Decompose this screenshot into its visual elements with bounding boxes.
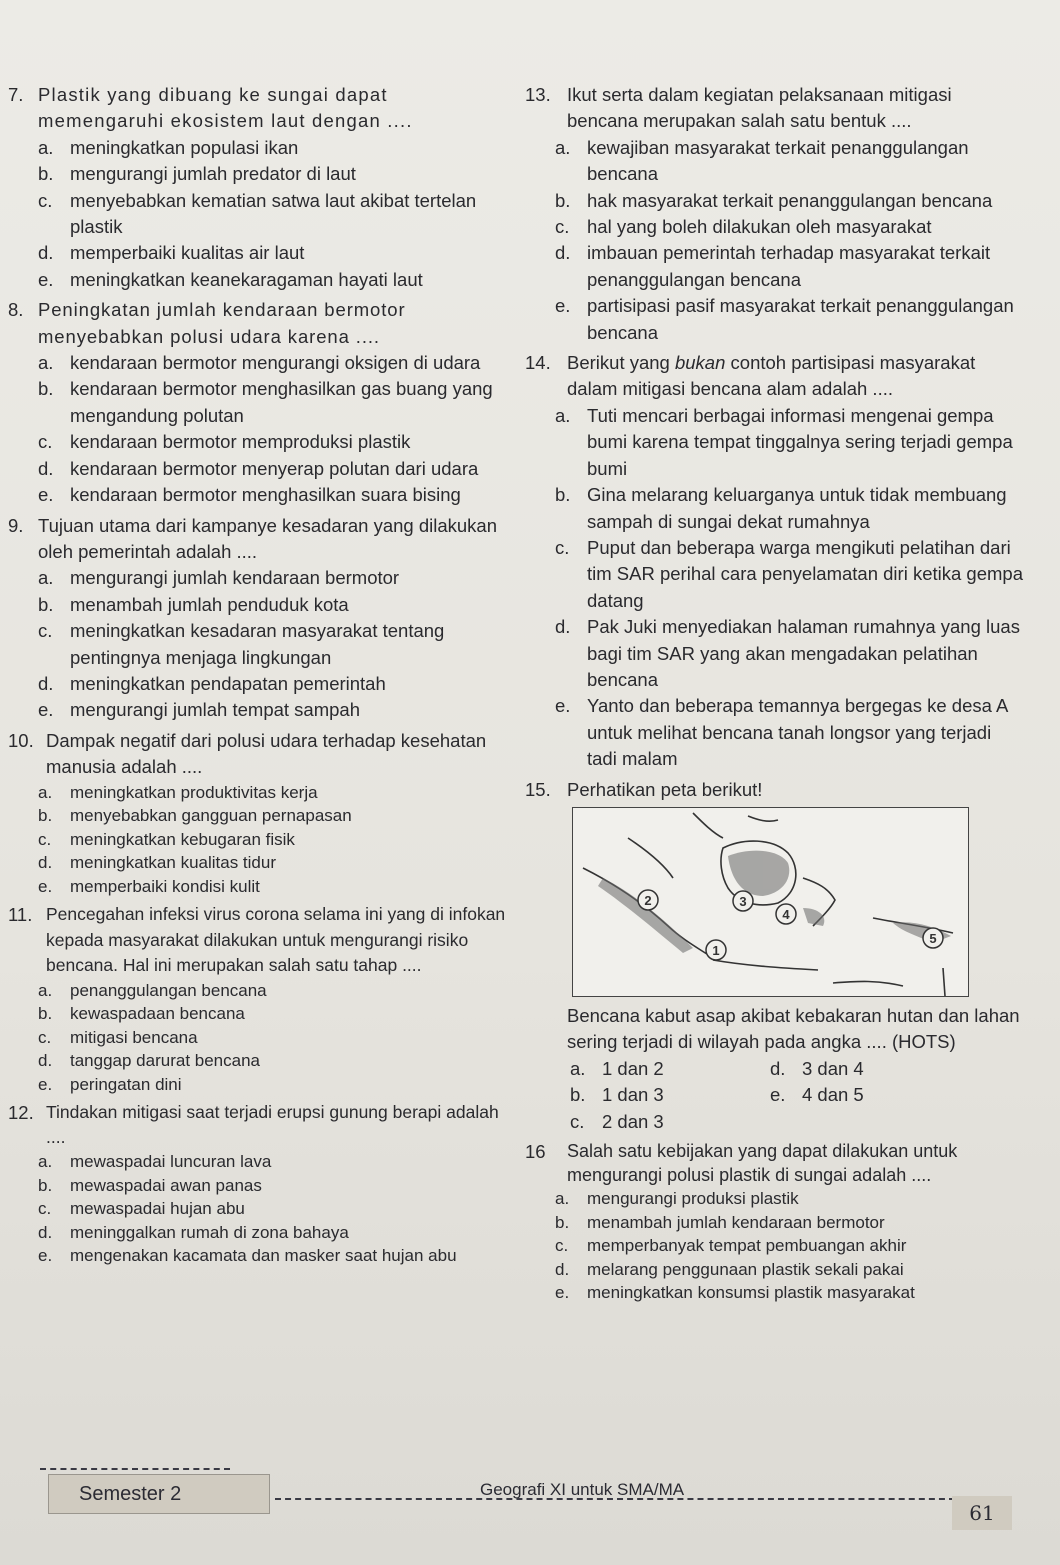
option-letter: a. bbox=[38, 567, 54, 589]
option-text: meningkatkan pendapatan pemerintah bbox=[70, 672, 386, 694]
option-e bbox=[770, 1082, 970, 1108]
option-letter: a. bbox=[38, 980, 53, 1000]
option-a bbox=[38, 781, 513, 805]
option-letter: c. bbox=[38, 1027, 52, 1047]
question-stem: Pencegahan infeksi virus corona selama ini yang di infokan kepada masyarakat dilakukan untuk mengurangi risiko bencana. Hal ini merupakan salah satu tahap .... bbox=[46, 904, 506, 976]
option-text: kendaraan bermotor memproduksi plastik bbox=[70, 431, 411, 453]
question-number: 14. bbox=[525, 352, 551, 374]
option-e bbox=[38, 875, 513, 899]
page-footer bbox=[40, 1468, 1020, 1548]
question-stem: Dampak negatif dari polusi udara terhadap kesehatan manusia adalah .... bbox=[46, 729, 487, 778]
option-text: memperbanyak tempat pembuangan akhir bbox=[587, 1236, 907, 1255]
sulawesi-shade bbox=[803, 908, 824, 926]
option-c bbox=[555, 214, 1025, 240]
question-stem: Tujuan utama dari kampanye kesadaran yang dilakukan oleh pemerintah adalah .... bbox=[38, 514, 498, 562]
option-b bbox=[570, 1082, 770, 1108]
option-letter: e. bbox=[38, 699, 54, 721]
options bbox=[8, 781, 513, 899]
option-b bbox=[555, 482, 1025, 535]
option-text: Tuti mencari berbagai informasi mengenai gempa bumi karena tempat tinggalnya sering terjadi gempa bumi bbox=[587, 404, 1013, 479]
option-c bbox=[38, 429, 513, 455]
option-text: meningkatkan kualitas tidur bbox=[70, 853, 277, 873]
option-text: tanggap darurat bencana bbox=[70, 1051, 260, 1071]
option-b bbox=[38, 804, 513, 828]
options bbox=[525, 1187, 1025, 1305]
option-letter: e. bbox=[38, 1246, 53, 1266]
option-text: partisipasi pasif masyarakat terkait penanggulangan bencana bbox=[587, 295, 1014, 343]
java-outline bbox=[713, 960, 818, 970]
option-letter: b. bbox=[555, 484, 571, 506]
question-number: 16 bbox=[525, 1141, 546, 1162]
question-12 bbox=[8, 1100, 513, 1268]
option-text: meningkatkan kebugaran fisik bbox=[70, 829, 295, 849]
question-number: 10. bbox=[8, 729, 34, 751]
option-text: menambah jumlah kendaraan bermotor bbox=[587, 1212, 885, 1232]
option-letter: e. bbox=[38, 1074, 53, 1094]
page-number: 61 bbox=[952, 1496, 1012, 1530]
option-text: 1 dan 2 bbox=[602, 1057, 664, 1079]
question-stem: Berikut yang bukan contoh partisipasi masyarakat dalam mitigasi bencana alam adalah .... bbox=[567, 352, 976, 400]
option-letter: c. bbox=[38, 189, 53, 211]
options bbox=[570, 1056, 1025, 1135]
option-letter: b. bbox=[38, 163, 54, 185]
option-b bbox=[38, 376, 513, 429]
option-a bbox=[38, 565, 513, 591]
option-text: meningkatkan kesadaran masyarakat tentang pentingnya menjaga lingkungan bbox=[70, 620, 445, 668]
option-c bbox=[38, 828, 513, 852]
option-text: Yanto dan beberapa temannya bergegas ke desa A untuk melihat bencana tanah longsor yang terjadi tadi malam bbox=[587, 695, 1008, 770]
question-stem: Perhatikan peta berikut! bbox=[567, 778, 763, 800]
question-number: 9. bbox=[8, 514, 24, 536]
option-letter: b. bbox=[38, 806, 53, 826]
options bbox=[8, 979, 513, 1097]
question-stem: Ikut serta dalam kegiatan pelaksanaan mitigasi bencana merupakan salah satu bentuk .... bbox=[567, 84, 952, 132]
question-stem: Plastik yang dibuang ke sungai dapat memengaruhi ekosistem laut dengan .... bbox=[38, 84, 413, 132]
question-15 bbox=[525, 777, 1025, 1135]
map-label-4: 4 bbox=[782, 906, 790, 922]
question-number: 11. bbox=[8, 904, 33, 926]
option-text: kendaraan bermotor mengurangi oksigen di udara bbox=[70, 352, 481, 374]
option-letter: c. bbox=[555, 216, 570, 238]
option-a bbox=[555, 135, 1025, 188]
option-d bbox=[38, 1221, 513, 1245]
options bbox=[8, 350, 513, 508]
option-b bbox=[38, 161, 513, 187]
question-13 bbox=[525, 82, 1025, 346]
option-e bbox=[38, 697, 513, 723]
map-label-5: 5 bbox=[929, 930, 937, 946]
option-d bbox=[555, 1258, 1025, 1282]
option-a bbox=[38, 350, 513, 376]
options bbox=[525, 403, 1025, 773]
option-letter: b. bbox=[38, 593, 54, 615]
option-b bbox=[555, 1211, 1025, 1235]
option-letter: d. bbox=[555, 1259, 570, 1279]
option-d bbox=[555, 614, 1025, 693]
indonesia-map bbox=[572, 807, 969, 997]
option-text: kewajiban masyarakat terkait penanggulangan bencana bbox=[587, 136, 969, 185]
option-c bbox=[38, 188, 513, 241]
option-b bbox=[38, 1002, 513, 1026]
option-text: mewaspadai awan panas bbox=[70, 1175, 262, 1195]
option-text: meningkatkan produktivitas kerja bbox=[70, 782, 318, 802]
option-a bbox=[555, 403, 1025, 482]
option-text: menyebabkan gangguan pernapasan bbox=[70, 806, 352, 826]
option-c bbox=[38, 1026, 513, 1050]
option-d bbox=[38, 240, 513, 266]
option-text: meningkatkan konsumsi plastik masyarakat bbox=[587, 1283, 915, 1302]
north-coast bbox=[693, 813, 723, 838]
option-text: hak masyarakat terkait penanggulangan bencana bbox=[587, 189, 993, 211]
option-letter: d. bbox=[555, 616, 571, 638]
option-letter: a. bbox=[570, 1057, 586, 1079]
option-d bbox=[555, 240, 1025, 293]
option-letter: b. bbox=[38, 1175, 53, 1195]
option-a bbox=[38, 1150, 513, 1174]
option-a bbox=[38, 135, 513, 161]
option-text: 1 dan 3 bbox=[602, 1084, 664, 1106]
option-text: memperbaiki kondisi kulit bbox=[70, 876, 260, 896]
malay-coast bbox=[628, 838, 673, 878]
option-letter: d. bbox=[38, 853, 53, 873]
option-d bbox=[770, 1056, 970, 1082]
book-title: Geografi XI untuk SMA/MA bbox=[480, 1480, 685, 1499]
question-number: 15. bbox=[525, 778, 551, 800]
option-text: penanggulangan bencana bbox=[70, 980, 267, 1000]
options bbox=[8, 135, 513, 293]
option-d bbox=[38, 1049, 513, 1073]
option-letter: a. bbox=[38, 136, 54, 158]
option-e bbox=[38, 1244, 513, 1268]
question-16 bbox=[525, 1139, 1025, 1305]
footer-dash-top bbox=[40, 1468, 230, 1470]
option-c bbox=[555, 535, 1025, 614]
option-letter: e. bbox=[38, 268, 54, 290]
option-text: 2 dan 3 bbox=[602, 1110, 664, 1132]
option-e bbox=[555, 693, 1025, 772]
option-letter: d. bbox=[38, 1222, 53, 1242]
options bbox=[8, 1150, 513, 1268]
option-text: kendaraan bermotor menghasilkan suara bising bbox=[70, 484, 461, 506]
option-letter: a. bbox=[555, 1189, 570, 1208]
option-text: meninggalkan rumah di zona bahaya bbox=[70, 1222, 349, 1242]
option-letter: b. bbox=[570, 1084, 586, 1106]
question-11 bbox=[8, 902, 513, 1096]
option-letter: e. bbox=[555, 1283, 570, 1302]
question-9 bbox=[8, 513, 513, 724]
option-text: meningkatkan keanekaragaman hayati laut bbox=[70, 268, 423, 290]
question-10 bbox=[8, 728, 513, 898]
option-letter: e. bbox=[38, 484, 54, 506]
option-text: mewaspadai hujan abu bbox=[70, 1199, 245, 1219]
option-letter: a. bbox=[38, 352, 54, 374]
question-7 bbox=[8, 82, 513, 293]
option-letter: d. bbox=[38, 457, 54, 479]
right-column bbox=[525, 82, 1025, 1305]
option-e bbox=[38, 1073, 513, 1097]
option-text: 3 dan 4 bbox=[802, 1057, 864, 1079]
question-number: 12. bbox=[8, 1102, 34, 1124]
option-text: kewaspadaan bencana bbox=[70, 1004, 245, 1024]
option-b bbox=[555, 188, 1025, 214]
option-text: melarang penggunaan plastik sekali pakai bbox=[587, 1259, 904, 1279]
option-e bbox=[555, 1281, 1025, 1305]
option-b bbox=[38, 592, 513, 618]
option-a bbox=[570, 1056, 770, 1082]
option-letter: d. bbox=[38, 242, 54, 264]
option-text: 4 dan 5 bbox=[802, 1084, 864, 1106]
option-text: mengenakan kacamata dan masker saat hujan abu bbox=[70, 1246, 457, 1266]
map-label-3: 3 bbox=[739, 893, 747, 909]
question-number: 8. bbox=[8, 299, 24, 321]
option-text: mengurangi jumlah tempat sampah bbox=[70, 699, 360, 721]
option-letter: c. bbox=[38, 829, 52, 849]
option-letter: a. bbox=[555, 136, 571, 158]
option-letter: c. bbox=[555, 536, 570, 558]
question-stem: Tindakan mitigasi saat terjadi erupsi gunung berapi adalah .... bbox=[46, 1102, 499, 1148]
question-number: 7. bbox=[8, 84, 24, 105]
option-text: kendaraan bermotor menyerap polutan dari udara bbox=[70, 457, 479, 479]
option-d bbox=[38, 456, 513, 482]
sumatra-shade bbox=[598, 878, 693, 953]
option-text: mengurangi jumlah predator di laut bbox=[70, 163, 356, 185]
option-text: mewaspadai luncuran lava bbox=[70, 1152, 272, 1172]
option-c bbox=[38, 618, 513, 671]
option-text: menambah jumlah penduduk kota bbox=[70, 593, 349, 615]
option-letter: d. bbox=[555, 242, 571, 264]
map-label-1: 1 bbox=[712, 942, 720, 958]
option-letter: d. bbox=[770, 1057, 786, 1079]
option-e bbox=[38, 267, 513, 293]
option-d bbox=[38, 851, 513, 875]
option-text: menyebabkan kematian satwa laut akibat tertelan plastik bbox=[70, 189, 477, 238]
question-15-prompt: Bencana kabut asap akibat kebakaran hutan dan lahan sering terjadi di wilayah pada angka .... (HOTS) bbox=[567, 1004, 1020, 1053]
map-label-2: 2 bbox=[644, 892, 652, 908]
option-text: Puput dan beberapa warga mengikuti pelatihan dari tim SAR perihal cara penyelamatan diri ketika gempa datang bbox=[587, 536, 1023, 611]
options bbox=[525, 135, 1025, 346]
question-8 bbox=[8, 297, 513, 508]
option-letter: c. bbox=[38, 431, 53, 453]
option-letter: c. bbox=[555, 1236, 569, 1255]
option-letter: c. bbox=[38, 620, 53, 642]
philippines-outline bbox=[748, 816, 778, 821]
option-text: Pak Juki menyediakan halaman rumahnya yang luas bagi tim SAR yang akan mengadakan pelatihan bencana bbox=[587, 616, 1020, 690]
option-letter: b. bbox=[555, 189, 571, 211]
option-letter: c. bbox=[570, 1110, 585, 1132]
option-letter: a. bbox=[38, 1152, 53, 1172]
left-column bbox=[8, 82, 513, 1268]
option-letter: a. bbox=[38, 782, 53, 802]
option-letter: e. bbox=[770, 1084, 786, 1106]
option-letter: d. bbox=[38, 1051, 53, 1071]
question-stem: Salah satu kebijakan yang dapat dilakukan untuk mengurangi polusi plastik di sungai adalah .... bbox=[567, 1141, 958, 1185]
semester-tab: Semester 2 bbox=[48, 1474, 270, 1514]
option-b bbox=[38, 1174, 513, 1198]
option-a bbox=[555, 1187, 1025, 1211]
option-c bbox=[555, 1234, 1025, 1258]
option-a bbox=[38, 979, 513, 1003]
option-letter: c. bbox=[38, 1199, 52, 1219]
option-letter: a. bbox=[555, 404, 571, 426]
border-line bbox=[943, 968, 945, 996]
option-letter: e. bbox=[555, 295, 571, 317]
map-graphic bbox=[573, 808, 968, 996]
option-letter: b. bbox=[555, 1212, 570, 1232]
option-text: hal yang boleh dilakukan oleh masyarakat bbox=[587, 216, 932, 238]
question-stem: Peningkatan jumlah kendaraan bermotor menyebabkan polusi udara karena .... bbox=[38, 299, 406, 347]
option-text: Gina melarang keluarganya untuk tidak membuang sampah di sungai dekat rumahnya bbox=[587, 484, 1007, 532]
kalimantan-shade bbox=[728, 851, 789, 896]
options bbox=[8, 565, 513, 723]
option-letter: e. bbox=[38, 876, 53, 896]
option-c bbox=[38, 1197, 513, 1221]
option-letter: e. bbox=[555, 695, 571, 717]
option-text: peringatan dini bbox=[70, 1074, 182, 1094]
option-letter: b. bbox=[38, 378, 54, 400]
option-text: kendaraan bermotor menghasilkan gas buang yang mengandung polutan bbox=[70, 378, 493, 426]
option-letter: d. bbox=[38, 672, 54, 694]
option-text: mitigasi bencana bbox=[70, 1027, 198, 1047]
option-text: meningkatkan populasi ikan bbox=[70, 136, 299, 158]
option-text: imbauan pemerintah terhadap masyarakat terkait penanggulangan bencana bbox=[587, 242, 991, 290]
nusa-tenggara-outline bbox=[833, 981, 903, 986]
option-text: mengurangi produksi plastik bbox=[587, 1189, 799, 1208]
option-d bbox=[38, 671, 513, 697]
option-c bbox=[570, 1109, 770, 1135]
option-e bbox=[555, 293, 1025, 346]
question-14 bbox=[525, 350, 1025, 773]
option-text: memperbaiki kualitas air laut bbox=[70, 242, 305, 264]
option-letter: b. bbox=[38, 1004, 53, 1024]
option-e bbox=[38, 482, 513, 508]
question-number: 13. bbox=[525, 84, 551, 105]
option-text: mengurangi jumlah kendaraan bermotor bbox=[70, 567, 400, 589]
